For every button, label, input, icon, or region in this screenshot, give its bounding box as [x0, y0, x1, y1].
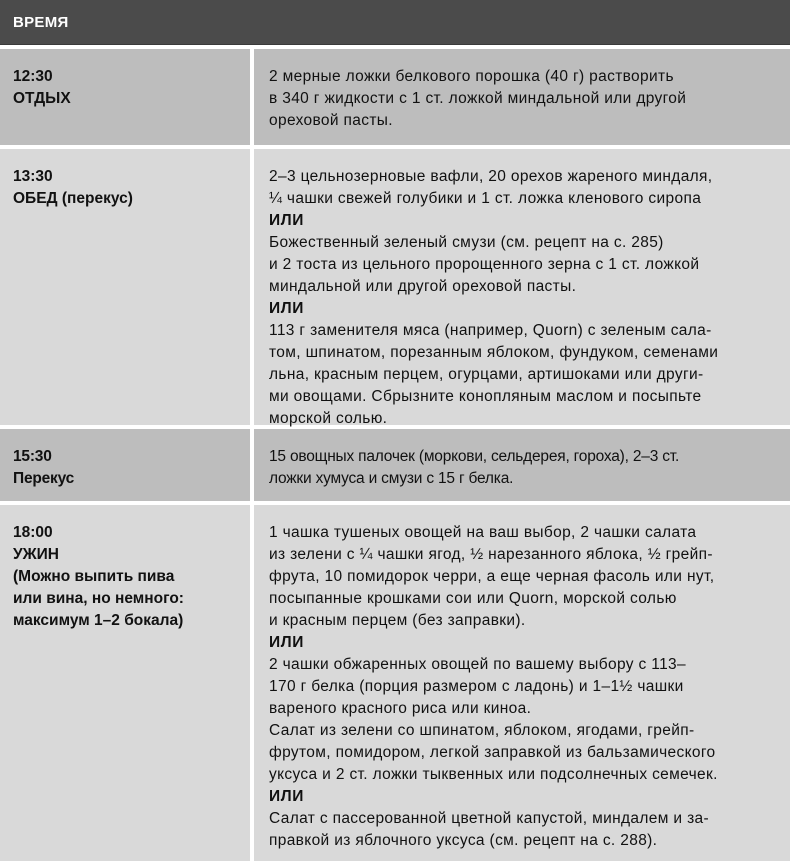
- menu-line: 2–3 цельнозерновые вафли, 20 орехов жареного миндаля,: [269, 168, 713, 185]
- menu-line: ¼ чашки свежей голубики и 1 ст. ложка кленового сиропа: [269, 190, 702, 207]
- or-separator: ИЛИ: [269, 788, 304, 805]
- menu-line: и красным перцем (без заправки).: [269, 612, 526, 629]
- row-time: 18:00: [13, 524, 53, 541]
- or-separator: ИЛИ: [269, 300, 304, 317]
- menu-line: и 2 тоста из цельного пророщенного зерна с 1 ст. ложкой: [269, 256, 700, 273]
- table-row-1530: [0, 429, 790, 501]
- or-separator: ИЛИ: [269, 212, 304, 229]
- row-time: 15:30: [13, 448, 52, 465]
- menu-line: Божественный зеленый смузи (см. рецепт на с. 285): [269, 234, 664, 251]
- row-meal-note: или вина, но немного:: [13, 590, 184, 607]
- header-time-label: ВРЕМЯ: [13, 14, 69, 31]
- table-header: [0, 0, 790, 45]
- menu-cell: [254, 505, 790, 861]
- time-cell: [0, 505, 250, 861]
- menu-line: посыпанные крошками сои или Quorn, морской солью: [269, 590, 677, 607]
- menu-cell: [254, 149, 790, 425]
- menu-line: ми овощами. Сбрызните конопляным маслом и посыпьте: [269, 388, 702, 405]
- menu-line: ореховой пасты.: [269, 112, 393, 129]
- time-cell: [0, 429, 250, 501]
- menu-line: 2 мерные ложки белкового порошка (40 г) растворить: [269, 68, 674, 85]
- menu-line: льна, красным перцем, огурцами, артишоками или други-: [269, 366, 704, 383]
- table-row-1800: [0, 505, 790, 861]
- menu-line: 170 г белка (порция размером с ладонь) и 1–1½ чашки: [269, 678, 684, 695]
- menu-cell: [254, 49, 790, 145]
- menu-line: в 340 г жидкости с 1 ст. ложкой миндальной или другой: [269, 90, 687, 107]
- menu-line: уксуса и 2 ст. ложки тыквенных или подсолнечных семечек.: [269, 766, 718, 783]
- menu-line: Салат с пассерованной цветной капустой, миндалем и за-: [269, 810, 710, 827]
- row-meal: Перекус: [13, 470, 75, 487]
- menu-line: миндальной или другой ореховой пасты.: [269, 278, 577, 295]
- row-meal: УЖИН: [13, 546, 59, 563]
- table-row-1330: [0, 149, 790, 425]
- menu-line: ложки хумуса и смузи с 15 г белка.: [269, 470, 514, 487]
- menu-line: том, шпинатом, порезанным яблоком, фундуком, семенами: [269, 344, 719, 361]
- time-cell: [0, 49, 250, 145]
- menu-line: фрутом, помидором, легкой заправкой из бальзамического: [269, 744, 716, 761]
- menu-line: фрута, 10 помидорок черри, а еще черная фасоль или нут,: [269, 568, 715, 585]
- row-time: 12:30: [13, 68, 53, 85]
- table-row-1230: [0, 49, 790, 145]
- row-meal-note: (Можно выпить пива: [13, 568, 175, 585]
- row-time: 13:30: [13, 168, 53, 185]
- menu-line: Салат из зелени со шпинатом, яблоком, ягодами, грейп-: [269, 722, 695, 739]
- row-meal: ОБЕД (перекус): [13, 190, 133, 207]
- or-separator: ИЛИ: [269, 634, 304, 651]
- menu-line: 1 чашка тушеных овощей на ваш выбор, 2 чашки салата: [269, 524, 697, 541]
- menu-line: правкой из яблочного уксуса (см. рецепт на с. 288).: [269, 832, 658, 849]
- row-meal-note: максимум 1–2 бокала): [13, 612, 184, 629]
- menu-line: 2 чашки обжаренных овощей по вашему выбору с 113–: [269, 656, 686, 673]
- menu-line: морской солью.: [269, 410, 388, 427]
- menu-line: из зелени с ¼ чашки ягод, ½ нарезанного яблока, ½ грейп-: [269, 546, 713, 563]
- menu-line: 113 г заменителя мяса (например, Quorn) с зеленым сала-: [269, 322, 712, 339]
- menu-line: вареного красного риса или киноа.: [269, 700, 532, 717]
- time-cell: [0, 149, 250, 425]
- menu-line: 15 овощных палочек (моркови, сельдерея, гороха), 2–3 ст.: [269, 448, 680, 465]
- menu-cell: [254, 429, 790, 501]
- row-meal: ОТДЫХ: [13, 90, 71, 107]
